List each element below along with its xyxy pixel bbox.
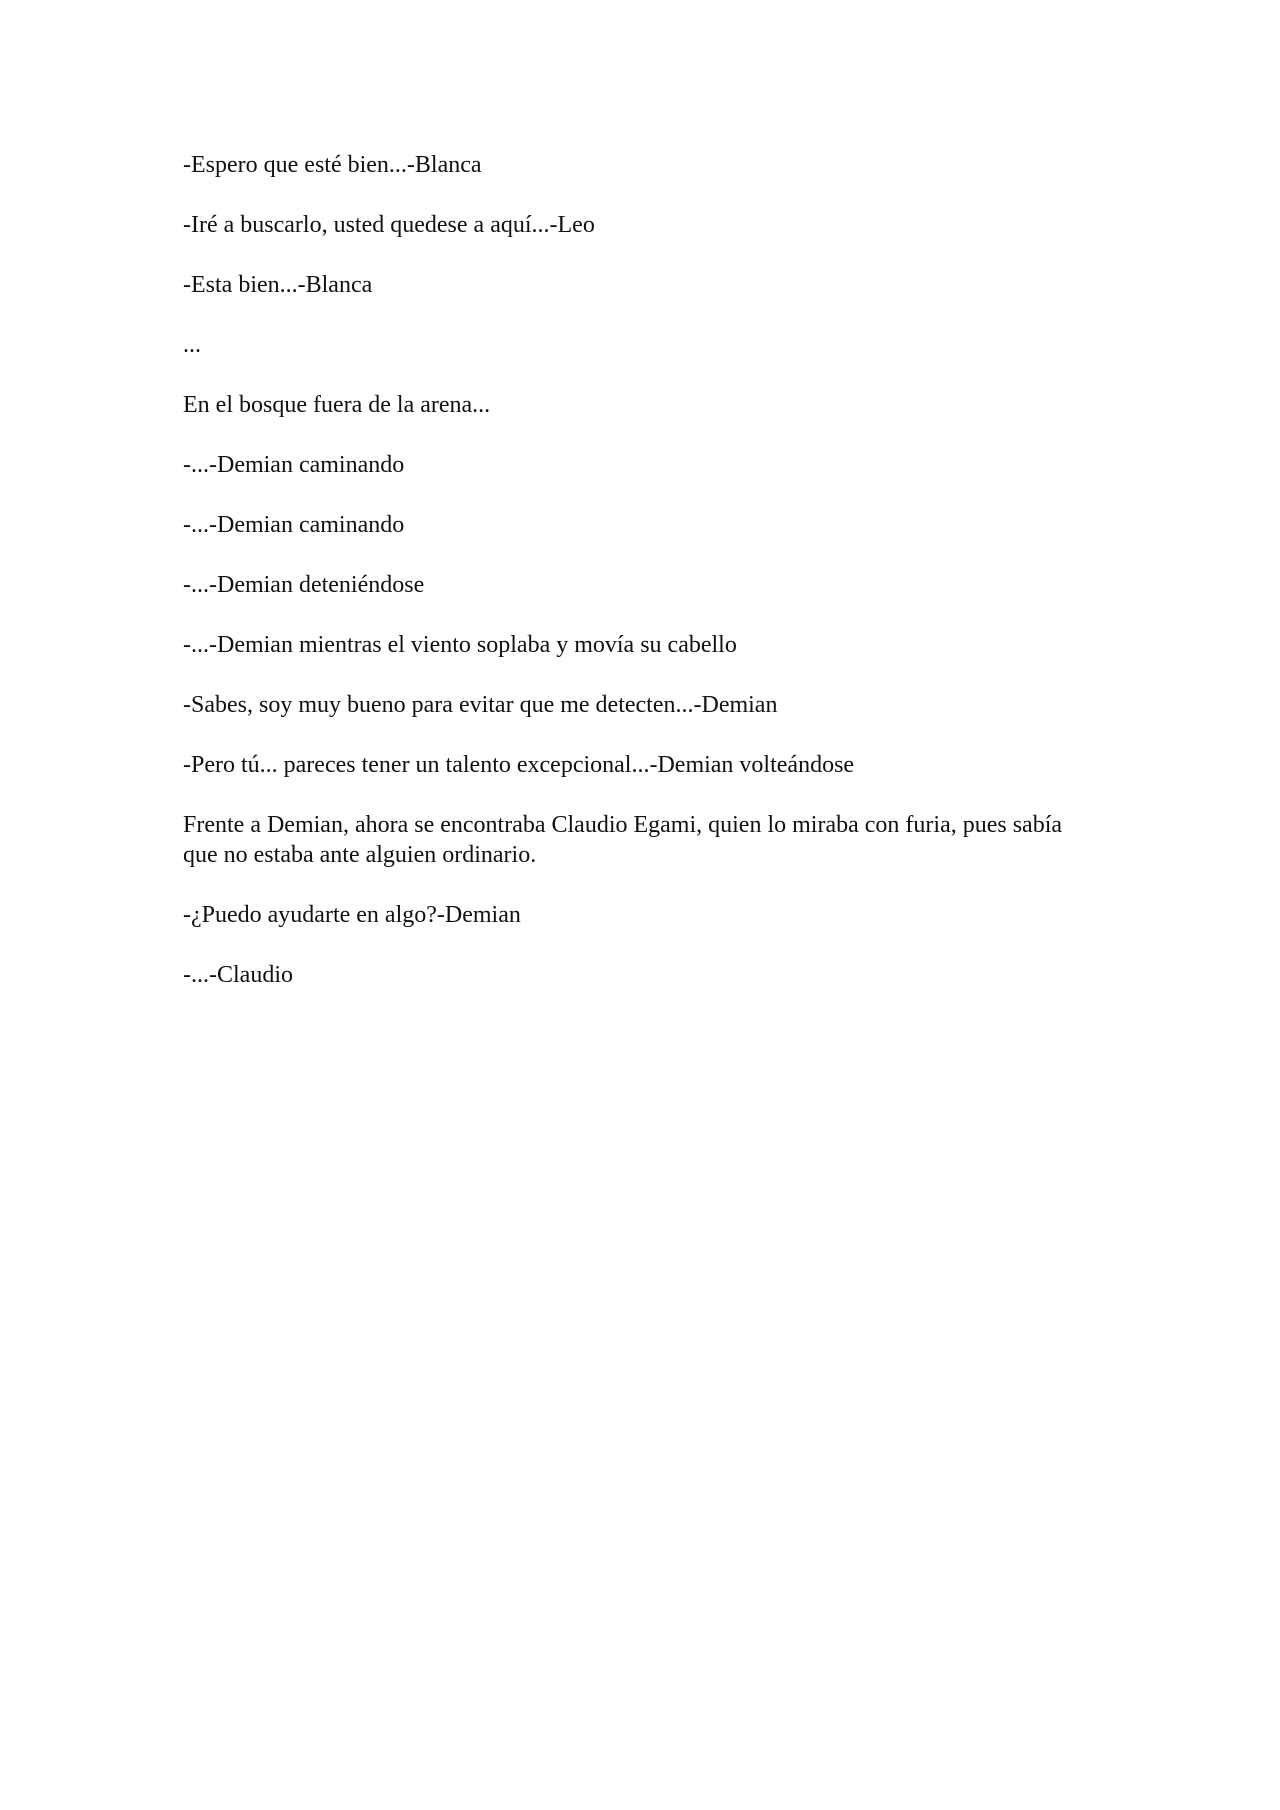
paragraph: -...-Claudio [183, 962, 293, 988]
paragraph: -...-Demian caminando [183, 452, 405, 478]
paragraph: -Pero tú... pareces tener un talento excepcional...-Demian volteándose [183, 752, 855, 778]
paragraph: -¿Puedo ayudarte en algo?-Demian [183, 902, 521, 928]
paragraph: Frente a Demian, ahora se encontraba Claudio Egami, quien lo miraba con furia, pues sabía que no estaba ante alguien ordinario. [183, 812, 1063, 868]
paragraph: En el bosque fuera de la arena... [183, 392, 491, 418]
paragraph: -Sabes, soy muy bueno para evitar que me detecten...-Demian [183, 692, 778, 718]
paragraph: -Esta bien...-Blanca [183, 272, 373, 298]
document-body [183, 150, 1088, 1020]
paragraph: -...-Demian deteniéndose [183, 572, 425, 598]
paragraph-ellipsis: ... [183, 332, 201, 358]
paragraph: -Iré a buscarlo, usted quedese a aquí...-Leo [183, 212, 595, 238]
paragraph: -...-Demian caminando [183, 512, 405, 538]
paragraph: -Espero que esté bien...-Blanca [183, 152, 482, 178]
paragraph: -...-Demian mientras el viento soplaba y movía su cabello [183, 632, 737, 658]
